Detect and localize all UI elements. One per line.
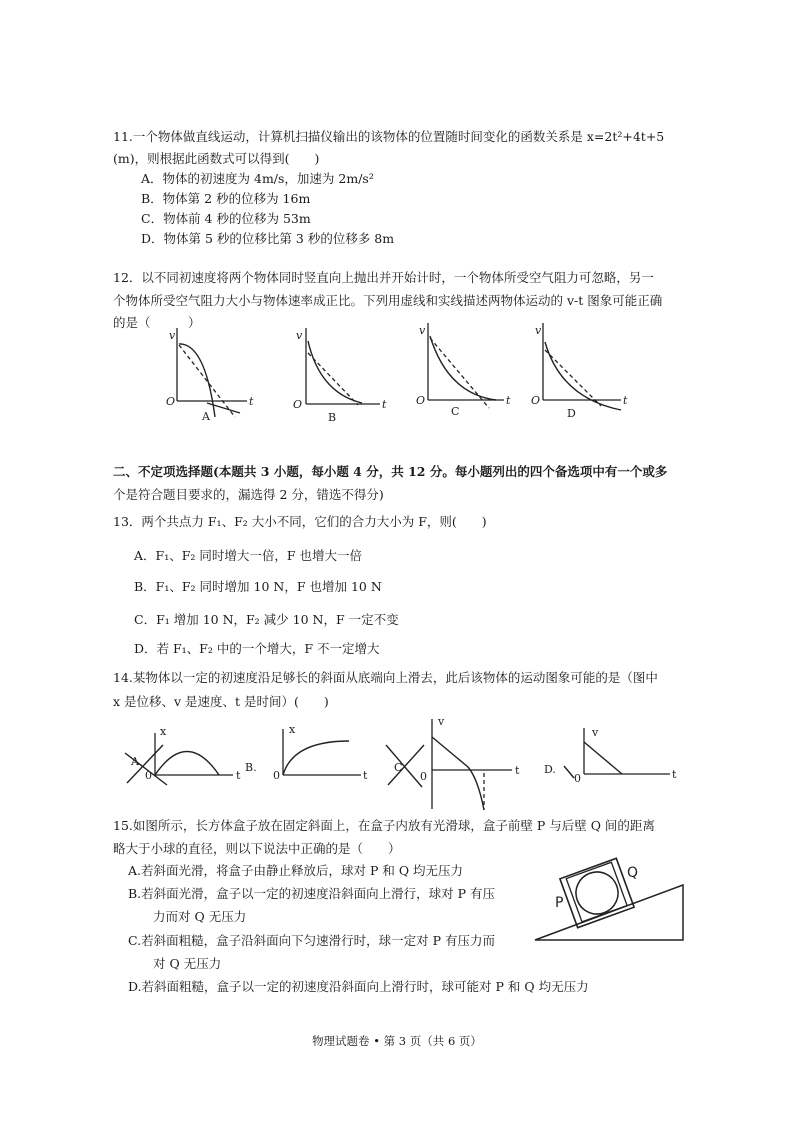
q14-a-origin: 0 (145, 769, 152, 782)
q14-a-label: A (131, 755, 139, 768)
q14-c-y-label: v (438, 715, 445, 728)
q14-graph-c (380, 715, 530, 815)
q15-option-a: A.若斜面光滑，将盒子由静止释放后，球对 P 和 Q 均无压力 (128, 863, 464, 878)
q12-a-origin: O (166, 395, 176, 408)
q13-option-c: C．F₁ 增加 10 N，F₂ 减少 10 N，F 一定不变 (134, 612, 399, 627)
q15-stem-line2: 略大于小球的直径，则以下说法中正确的是（ ） (113, 841, 401, 856)
q14-c-origin: 0 (420, 770, 427, 783)
q14-b-origin: 0 (273, 769, 280, 782)
q15-incline-figure (535, 855, 695, 945)
q15-option-b-line1: B.若斜面光滑，盒子以一定的初速度沿斜面向上滑行，球对 P 有压 (128, 886, 496, 901)
q12-stem-line1: 12．以不同初速度将两个物体同时竖直向上抛出并开始计时，一个物体所受空气阻力可忽略，另一 (113, 270, 654, 285)
q14-c-t-label: t (515, 764, 520, 777)
q14-d-origin: 0 (574, 772, 581, 785)
q14-graph-a (115, 723, 255, 793)
q14-b-t-label: t (363, 769, 368, 782)
q14-d-label: D. (544, 763, 556, 776)
section2-heading-line1: 二、不定项选择题(本题共 3 小题，每小题 4 分，共 12 分。每小题列出的四个备选项中有一个或多 (113, 464, 668, 479)
q12-graph-a (165, 325, 265, 425)
q12-b-label: B (328, 411, 337, 424)
q11-stem-line2: (m)，则根据此函数式可以得到( ) (113, 151, 320, 166)
q14-stem-line2: x 是位移、v 是速度、t 是时间）( ) (113, 694, 329, 709)
q11-option-a: A．物体的初速度为 4m/s，加速为 2m/s² (141, 171, 374, 186)
q12-c-t-label: t (506, 394, 511, 407)
q12-a-label: A (202, 410, 210, 423)
q12-c-label: C (451, 405, 460, 418)
q14-b-y-label: x (289, 723, 296, 736)
q14-d-t-label: t (672, 768, 677, 781)
q12-a-t-label: t (249, 395, 254, 408)
q12-graph-b (290, 325, 390, 425)
q12-d-origin: O (531, 394, 541, 407)
q12-a-v-label: v (169, 329, 176, 342)
q12-d-t-label: t (623, 394, 628, 407)
q11-option-c: C．物体前 4 秒的位移为 53m (141, 211, 311, 226)
q14-graph-b (243, 723, 373, 793)
q15-label-q: Q (627, 865, 639, 881)
q14-b-label: B. (245, 761, 257, 774)
q13-stem: 13．两个共点力 F₁、F₂ 大小不同，它们的合力大小为 F，则( ) (113, 514, 487, 529)
q14-stem-line1: 14.某物体以一定的初速度沿足够长的斜面从底端向上滑去，此后该物体的运动图象可能的是（图中 (113, 670, 658, 685)
q14-a-y-label: x (160, 725, 167, 738)
q14-d-y-label: v (592, 726, 599, 739)
q12-stem-line3: 的是（ ） (113, 315, 201, 330)
q12-graph-c (414, 320, 514, 420)
q12-c-origin: O (416, 394, 426, 407)
q13-option-a: A．F₁、F₂ 同时增大一倍，F 也增大一倍 (134, 548, 363, 563)
q14-graph-d (540, 724, 690, 804)
q12-b-t-label: t (382, 398, 387, 411)
q13-option-b: B．F₁、F₂ 同时增加 10 N，F 也增加 10 N (134, 579, 382, 594)
q11-stem-line1: 11.一个物体做直线运动，计算机扫描仪输出的该物体的位置随时间变化的函数关系是 x=2t²+4t+5 (113, 129, 665, 144)
q12-stem-line2: 个物体所受空气阻力大小与物体速率成正比。下列用虚线和实线描述两物体运动的 v-t 图象可能正确 (113, 293, 663, 308)
q12-d-label: D (567, 407, 576, 420)
q12-b-origin: O (293, 398, 303, 411)
q15-label-p: P (555, 895, 564, 911)
q14-a-t-label: t (236, 769, 241, 782)
q11-option-b: B．物体第 2 秒的位移为 16m (141, 191, 311, 206)
q12-c-v-label: v (419, 324, 426, 337)
q12-graph-d (531, 320, 631, 420)
q14-c-label: C (394, 761, 403, 774)
q13-option-d: D．若 F₁、F₂ 中的一个增大，F 不一定增大 (134, 641, 380, 656)
q12-b-v-label: v (296, 329, 303, 342)
q15-option-d: D.若斜面粗糙，盒子以一定的初速度沿斜面向上滑行时，球可能对 P 和 Q 均无压力 (128, 979, 589, 994)
q15-option-c-line2: 对 Q 无压力 (153, 956, 222, 971)
q15-stem-line1: 15.如图所示，长方体盒子放在固定斜面上，在盒子内放有光滑球，盒子前壁 P 与后壁 Q 间的距离 (113, 818, 655, 833)
q15-option-c-line1: C.若斜面粗糙，盒子沿斜面向下匀速滑行时，球一定对 P 有压力而 (128, 933, 495, 948)
section2-heading-line2: 个是符合题目要求的，漏选得 2 分，错选不得分) (113, 487, 384, 502)
q15-option-b-line2: 力而对 Q 无压力 (153, 909, 247, 924)
q12-d-v-label: v (535, 324, 542, 337)
q11-option-d: D．物体第 5 秒的位移比第 3 秒的位移多 8m (141, 231, 395, 246)
page-footer: 物理试题卷 • 第 3 页（共 6 页） (312, 1034, 482, 1048)
